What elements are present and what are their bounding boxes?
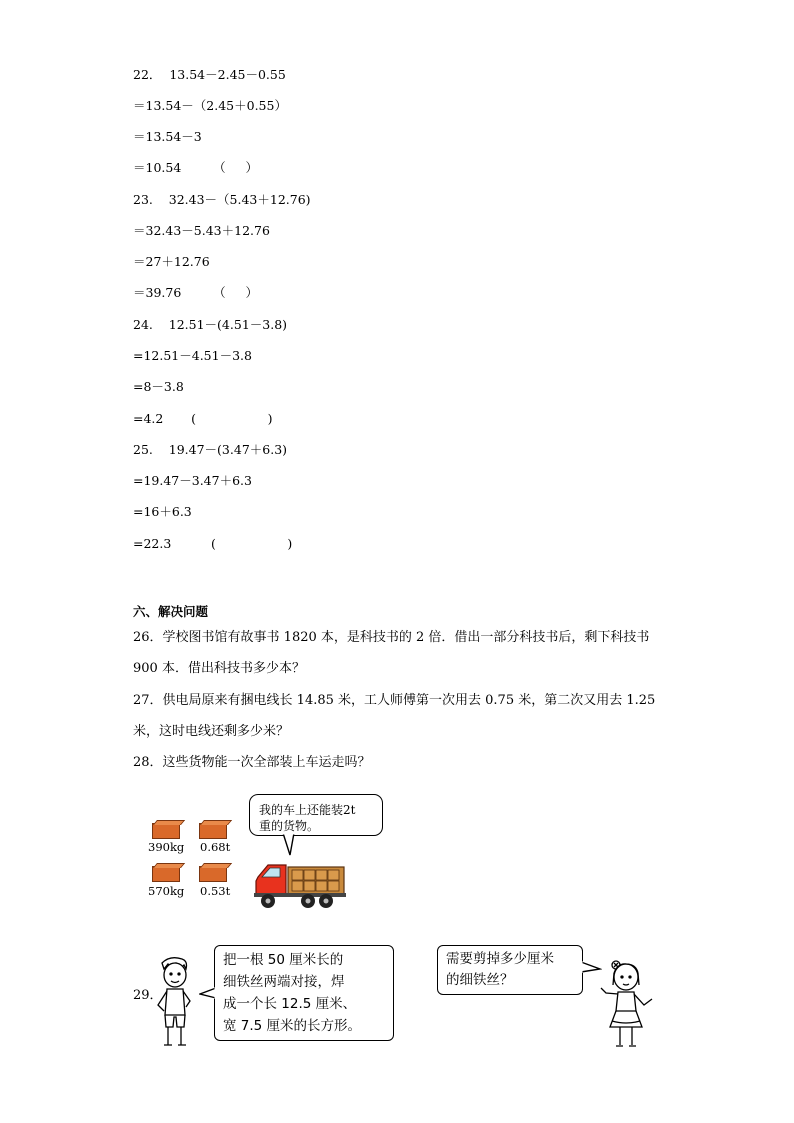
girl-icon bbox=[596, 955, 658, 1055]
question-27: 27．供电局原来有捆电线长 14.85 米，工人师傅第一次用去 0.75 米，第二次又用去 1.25 米，这时电线还剩多少米？ bbox=[133, 693, 656, 739]
q24-line-4: =4.2 ( ) bbox=[133, 411, 273, 426]
truck-speech-bubble bbox=[249, 794, 383, 836]
crate-icon bbox=[199, 866, 227, 882]
q22-line-2: ＝13.54－（2.45＋0.55） bbox=[133, 98, 287, 113]
question-26: 26．学校图书馆有故事书 1820 本，是科技书的 2 倍．借出一部分科技书后，剩下科技书 900 本．借出科技书多少本？ bbox=[133, 630, 650, 676]
boy-speech-tail bbox=[199, 986, 217, 1002]
cargo-weight-label: 0.53t bbox=[200, 884, 231, 898]
cargo-weight-label: 390kg bbox=[148, 840, 185, 854]
q24-line-3: =8－3.8 bbox=[133, 379, 184, 394]
crate-icon bbox=[152, 823, 180, 839]
boy-speech-bubble bbox=[214, 945, 394, 1041]
boy-speech-line: 宽 7.5 厘米的长方形。 bbox=[223, 1018, 362, 1034]
q22-line-1: 22． 13.54－2.45－0.55 bbox=[133, 67, 286, 82]
girl-speech-line: 的细铁丝？ bbox=[446, 972, 514, 988]
crate-icon bbox=[199, 823, 227, 839]
boy-icon bbox=[150, 955, 200, 1055]
q22-line-3: ＝13.54－3 bbox=[133, 129, 202, 144]
boy-speech-line: 成一个长 12.5 厘米、 bbox=[223, 996, 357, 1012]
q25-line-1: 25. 19.47－(3.47＋6.3) bbox=[133, 442, 288, 457]
q25-line-4: =22.3 ( ) bbox=[133, 536, 293, 551]
section-title: 六、解决问题 bbox=[133, 604, 209, 619]
girl-speech-bubble bbox=[437, 945, 583, 995]
q24-line-1: 24. 12.51－(4.51－3.8) bbox=[133, 317, 288, 332]
question-28: 28．这些货物能一次全部装上车运走吗？ bbox=[133, 755, 371, 770]
truck-speech-tail bbox=[280, 833, 300, 857]
boy-speech-line: 细铁丝两端对接，焊 bbox=[223, 974, 345, 990]
truck-icon bbox=[252, 857, 348, 911]
q23-line-4: ＝39.76 （ ） bbox=[133, 285, 258, 300]
truck-speech-line: 重的货物。 bbox=[259, 819, 320, 833]
q22-line-4: ＝10.54 （ ） bbox=[133, 160, 258, 175]
girl-speech-line: 需要剪掉多少厘米 bbox=[446, 951, 554, 967]
q24-line-2: =12.51－4.51－3.8 bbox=[133, 348, 252, 363]
question-29-number: 29． bbox=[133, 988, 163, 1003]
q23-line-3: ＝27＋12.76 bbox=[133, 254, 210, 269]
cargo-weight-label: 0.68t bbox=[200, 840, 231, 854]
truck-speech-line: 我的车上还能装2t bbox=[259, 803, 356, 817]
q25-line-3: =16＋6.3 bbox=[133, 504, 192, 519]
q25-line-2: =19.47－3.47＋6.3 bbox=[133, 473, 252, 488]
cargo-weight-label: 570kg bbox=[148, 884, 185, 898]
crate-icon bbox=[152, 866, 180, 882]
boy-speech-line: 把一根 50 厘米长的 bbox=[223, 952, 344, 968]
q23-line-2: ＝32.43－5.43＋12.76 bbox=[133, 223, 270, 238]
q23-line-1: 23. 32.43－（5.43＋12.76) bbox=[133, 192, 311, 207]
